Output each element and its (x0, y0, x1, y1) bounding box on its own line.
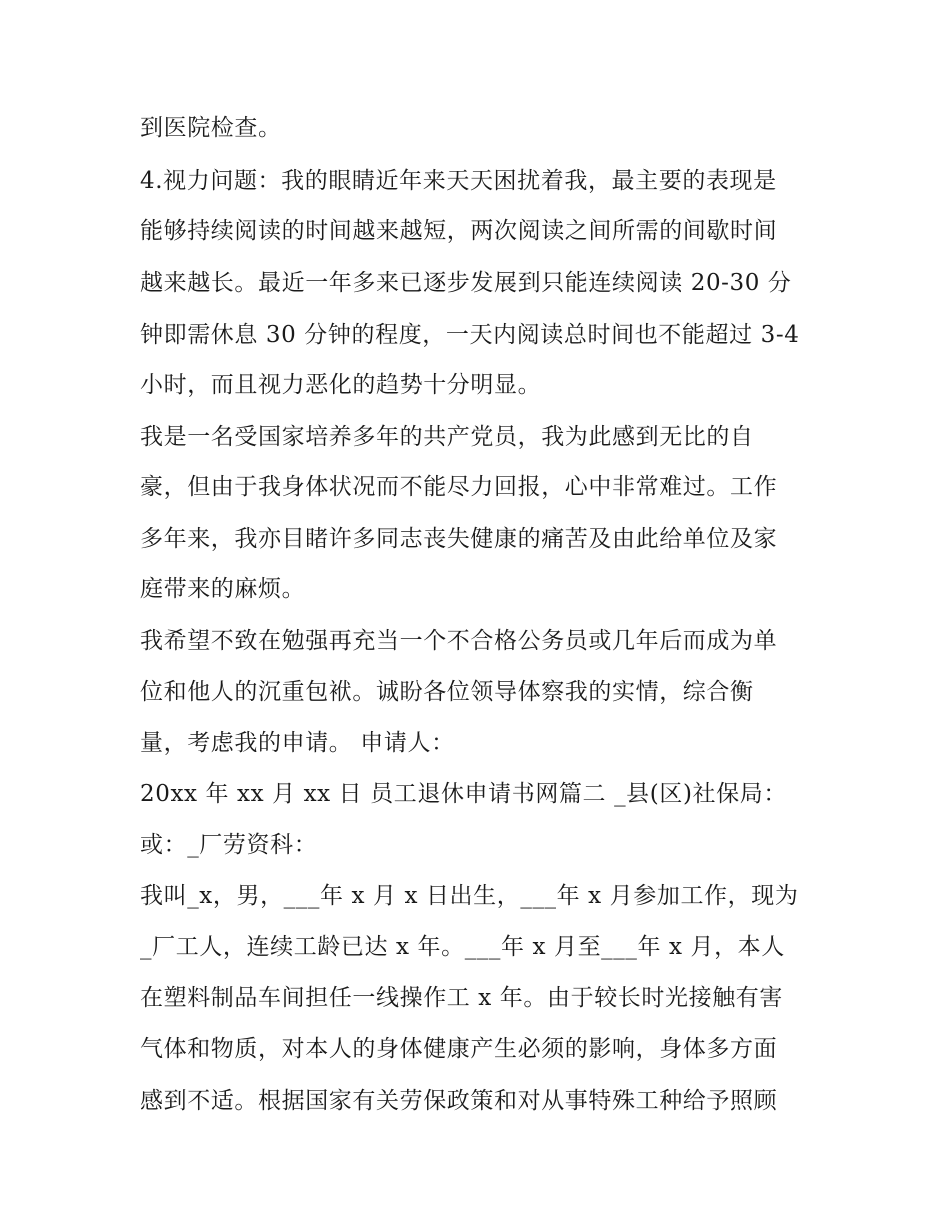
text-line: 20xx 年 xx 月 xx 日 员工退休申请书网篇二 _县(区)社保局： (140, 781, 787, 807)
text-line: 到医院检查。 (140, 115, 282, 141)
text-line: 量，考虑我的申请。 申请人： (140, 730, 455, 756)
text-line: 我希望不致在勉强再充当一个不合格公务员或几年后而成为单 (140, 628, 778, 654)
text-line: 或：_厂劳资科： (140, 832, 318, 858)
text-line: 越来越长。最近一年多来已逐步发展到只能连续阅读 20-30 分 (140, 270, 792, 296)
text-line: 钟即需休息 30 分钟的程度，一天内阅读总时间也不能超过 3-4 (140, 322, 800, 348)
text-line: 能够持续阅读的时间越来越短，两次阅读之间所需的间歇时间 (140, 218, 778, 244)
text-line: 位和他人的沉重包袱。诚盼各位领导体察我的实情，综合衡 (140, 679, 754, 705)
text-line: 小时，而且视力恶化的趋势十分明显。 (140, 372, 542, 398)
text-line: 我是一名受国家培养多年的共产党员，我为此感到无比的自 (140, 424, 754, 450)
text-line: 感到不适。根据国家有关劳保政策和对从事特殊工种给予照顾 (140, 1088, 778, 1114)
text-line: 我叫_x，男，___年 x 月 x 日出生，___年 x 月参加工作，现为 (140, 883, 799, 909)
text-line: 庭带来的麻烦。 (140, 576, 306, 602)
text-line: 在塑料制品车间担任一线操作工 x 年。由于较长时光接触有害 (140, 985, 783, 1011)
text-line: 多年来，我亦目睹许多同志丧失健康的痛苦及由此给单位及家 (140, 526, 778, 552)
text-line: 气体和物质，对本人的身体健康产生必须的影响，身体多方面 (140, 1036, 778, 1062)
text-line: _厂工人，连续工龄已达 x 年。___年 x 月至___年 x 月，本人 (140, 934, 785, 960)
text-line: 4.视力问题：我的眼睛近年来天天困扰着我，最主要的表现是 (140, 168, 777, 194)
text-line: 豪，但由于我身体状况而不能尽力回报，心中非常难过。工作 (140, 474, 778, 500)
